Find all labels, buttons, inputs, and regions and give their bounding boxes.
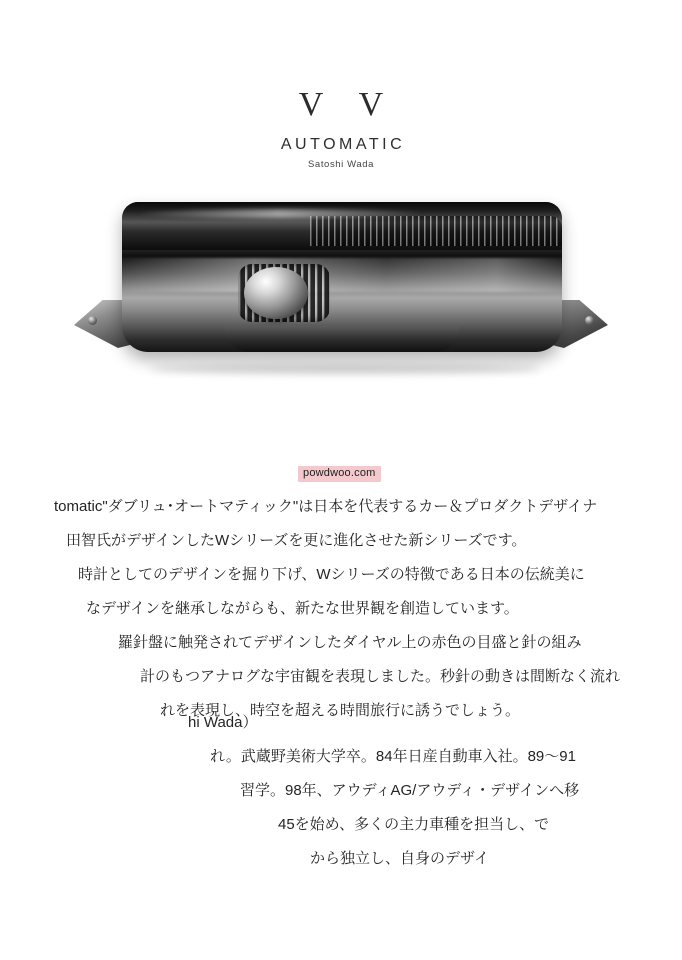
profile-text: 45を始め、多くの主力車種を担当し、で (278, 816, 550, 833)
description-line (0, 660, 682, 694)
description-text: れを表現し、時空を超える時間旅行に誘うでしょう。 (160, 702, 521, 719)
case-highlight (122, 258, 562, 292)
description-text: tomatic"ダブリュ･オートマティック"は日本を代表するカー＆プロダクトデザイナ (54, 498, 598, 515)
profile-line (0, 808, 682, 842)
description-text: 田智氏がデザインしたWシリーズを更に進化させた新シリーズです。 (66, 532, 527, 549)
watch-caseback (224, 326, 460, 352)
watch-case (122, 202, 562, 352)
profile-line (0, 740, 682, 774)
product-photo (60, 196, 622, 376)
brand-logo: V V (298, 86, 398, 123)
lug-screw-icon (585, 316, 594, 325)
description-text: なデザインを継承しながらも、新たな世界観を創造しています。 (86, 600, 519, 617)
lug-screw-icon (88, 316, 97, 325)
bezel-highlight (140, 209, 420, 218)
brand-designer: Satoshi Wada (308, 159, 374, 170)
description-line (0, 490, 682, 524)
profile-line (0, 842, 682, 876)
profile-text: れ。武蔵野美術大学卒。84年日産自動車入社。89〜91 (210, 748, 576, 765)
bezel-knurling (310, 216, 562, 246)
description-line (0, 626, 682, 660)
description-line (0, 592, 682, 626)
description-text: 羅針盤に触発されてデザインしたダイヤル上の赤色の目盛と針の組み (118, 634, 582, 651)
watch-bezel (122, 202, 562, 250)
description-text: 時計としてのデザインを掘り下げ、Wシリーズの特徴である日本の伝統美に (78, 566, 585, 583)
profile-text: から独立し、自身のデザイ (310, 850, 489, 867)
description-line (0, 524, 682, 558)
brand-name: AUTOMATIC (280, 136, 406, 153)
crown-cap (244, 267, 308, 319)
watch-crown (238, 264, 330, 322)
profile-line (0, 706, 682, 740)
photo-shadow (150, 364, 540, 374)
description-text: 計のもつアナログな宇宙観を表現しました。秒針の動きは間断なく流れ (140, 668, 621, 685)
profile-line (0, 774, 682, 808)
product-description (0, 490, 682, 728)
profile-text: hi Wada） (188, 714, 258, 731)
brand-header (0, 88, 682, 170)
designer-profile (0, 706, 682, 876)
watermark-label: powdwoo.com (298, 466, 381, 482)
description-line (0, 558, 682, 592)
profile-text: 習学。98年、アウディAG/アウディ・デザインへ移 (240, 782, 580, 799)
